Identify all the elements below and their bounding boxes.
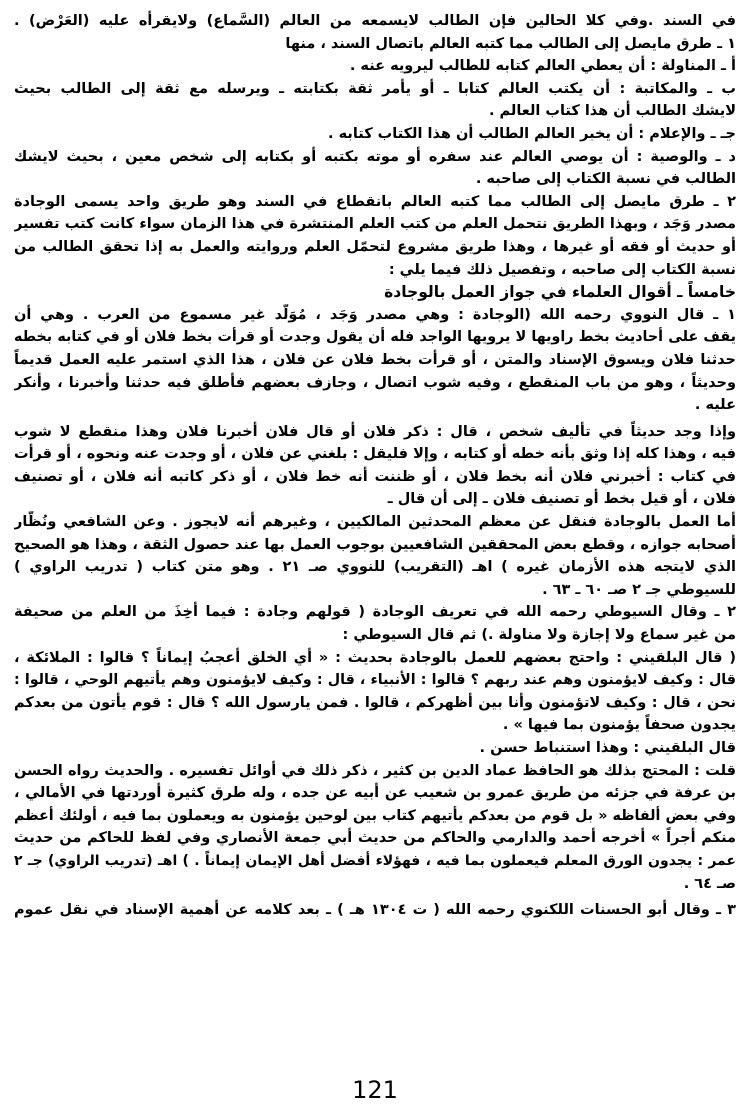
body-text	[14, 10, 736, 922]
text-line: حدثنا فلان ويسوق الإسناد والمتن ، أو قرأت بخط فلان عن فلان ، هذا الذي استمر عليه العمل قديماً	[14, 351, 736, 368]
text-line: الطالب في نسبة الكتاب إلى صاحبه .	[475, 171, 736, 188]
text-line: ب ـ والمكاتبة : أن يكتب العالم كتابا ـ أو يأمر ثقة بكتابته ـ ويرسله مع ثقة إلى الطالب بحيث	[14, 80, 736, 97]
text-line: من غير سماع ولا إجازة ولا مناولة .) ثم قال السيوطي :	[342, 627, 736, 644]
text-line: قال : وكيف لايؤمنون وهم عند ربهم ؟ قالوا : الأنبياء ، قال : وكيف لايؤمنون وهم يأتيهم الوحي ، قالوا :	[14, 672, 736, 689]
text-line: يقف على أحاديث بخط راويها لا يرويها الواجد فله أن يقول وجدت أو قرأت بخط فلان أو في كتابه بخطه	[14, 329, 736, 346]
text-line: أما العمل بالوجادة فنقل عن معظم المحدثين المالكيين ، وغيرهم أنه لايجوز . وعن الشافعي ونُظَّار	[14, 514, 736, 531]
text-line: جـ ـ والإعلام : أن يخبر العالم الطالب أن هذا الكتاب كتابه .	[328, 125, 736, 142]
text-line: في السند .وفي كلا الحالين فإن الطالب لايسمعه من العالم (السَّماع) ولايقرأه عليه (العَرْض) .	[14, 13, 736, 29]
text-line: أو حديث أو فقه أو غيرها ، وهذا طريق مشروع لتحمّل العلم وروايته والعمل به إذا تحقق الطالب من	[14, 238, 736, 255]
text-line: بن عرفة في جزئه من طريق عمرو بن شعيب عن أبيه عن جده ، وله طرق كثيرة أوردتها في الأمالي ،	[14, 785, 736, 802]
text-line: نحن ، قال : وكيف لاتؤمنون وأنا بين أظهركم ، قالوا . فمن يارسول الله ؟ قال : قوم يأتون من بعدكم	[14, 694, 736, 711]
text-line: يجدون صحفاً يؤمنون بما فيها » .	[502, 717, 736, 734]
text-line: وحديثاً ، وهو من باب المنقطع ، وفيه شوب اتصال ، وجازف بعضهم فأطلق فيه حدثنا وأخبرنا ، وأنكر	[14, 374, 736, 391]
text-line: ١ ـ قال النووي رحمه الله (الوجادة : وهي مصدر وَجَد ، مُوَلَّد غير مسموع من العرب . وهي أن	[14, 306, 736, 323]
text-line: أصحابه جوازه ، وقطع بعض المحققين الشافعيين بوجوب العمل بها عند حصول الثقة ، وهذا هو الصحيح	[14, 536, 736, 553]
text-line: ١ ـ طرق مايصل إلى الطالب مما كتبه العالم باتصال السند ، منها	[285, 35, 736, 52]
text-line: صـ ٦٤ .	[683, 875, 736, 892]
text-line: منكم أجراً » أخرجه أحمد والدارمي والحاكم من حديث أبي جمعة الأنصاري وفي لفظ للحاكم من حديث	[14, 830, 736, 847]
text-line: وفي بعض ألفاظه « بل قوم من بعدكم يأتيهم كتاب بين لوحين يؤمنون به ويعملون بما فيه ، أولئك أعظم	[14, 807, 736, 824]
text-line: الذي لايتجه هذه الأزمان غيره ) اهـ (التقريب) للنووي صـ ٢١ . وهو متن كتاب ( تدريب الراوي )	[14, 559, 736, 576]
section-heading: خامساً ـ أقوال العلماء في جواز العمل بالوجادة	[384, 283, 736, 302]
text-line: قلت : المحتج بذلك هو الحافظ عماد الدين بن كثير ، ذكر ذلك في أوائل تفسيره . والحديث رواه الحسن	[14, 762, 736, 779]
text-line: ٢ ـ طرق مايصل إلى الطالب مما كتبه العالم بانقطاع في السند وهو طريق واحد يسمى الوجادة	[14, 193, 736, 210]
text-line: فلان ، أو قيل بخط أو تصنيف فلان ـ إلى أن قال ـ	[387, 491, 736, 508]
text-line: ٢ ـ وقال السيوطي رحمه الله في تعريف الوجادة ( قولهم وجادة : فيما أُخِذَ من العلم من صحيفة	[14, 604, 736, 621]
text-line: لايشك الطالب أن هذا كتاب العالم .	[488, 103, 736, 120]
text-line: قال البلقيني : وهذا استنباط حسن .	[479, 740, 736, 756]
text-line: نسبة الكتاب إلى صاحبه ، وتفصيل ذلك فيما يلي :	[388, 261, 736, 278]
text-line: عمر : يجدون الورق المعلم فيعملون بما فيه ، فهؤلاء أفضل أهل الإيمان إيماناً . ) اهـ (تدريب الراوي) جـ ٢	[14, 852, 736, 869]
text-line: للسيوطي جـ ٢ صـ ٦٠ ـ ٦٣ .	[542, 581, 736, 598]
text-line: مصدر وَجَد ، وبهذا الطريق نتحمل العلم من كتب العلم المنتشرة في هذا الزمان سواء كانت كتب تفسير	[14, 216, 736, 233]
text-line: وإذا وجد حديثاً في تأليف شخص ، قال : ذكر فلان أو قال فلان أخبرنا فلان وهذا منقطع لا شوب	[14, 423, 736, 440]
text-line: في كتاب : أخبرني فلان أنه بخط فلان ، أو ظننت أنه خط فلان ، أو ذكر كاتبه أنه فلان ، أو تصنيف	[14, 468, 736, 485]
text-line: أ ـ المناولة : أن يعطي العالم كتابه للطالب ليرويه عنه .	[349, 58, 736, 75]
text-line: عليه .	[694, 397, 736, 414]
page-number: 121	[352, 1076, 398, 1104]
text-line: ٣ ـ وقال أبو الحسنات اللكنوي رحمه الله ( ت ١٣٠٤ هـ ) ـ بعد كلامه عن أهمية الإسناد في نقل عموم	[14, 902, 736, 919]
text-line: ( قال البلقيني : واحتج بعضهم للعمل بالوجادة بحديث : « أي الخلق أعجبُ إيماناً ؟ قالوا : الملائكة ،	[14, 649, 736, 666]
text-line: فيه ، وهذا كله إذا وثق بأنه خطه أو كتابه ، وإلا فليقل : بلغني عن فلان ، أو وجدت عنه ونحوه ، أو قرأت	[14, 446, 736, 463]
text-line: د ـ والوصية : أن يوصي العالم عند سفره أو موته بكتبه أو بكتابه إلى شخص معين ، بحيث لايشك	[14, 148, 736, 165]
